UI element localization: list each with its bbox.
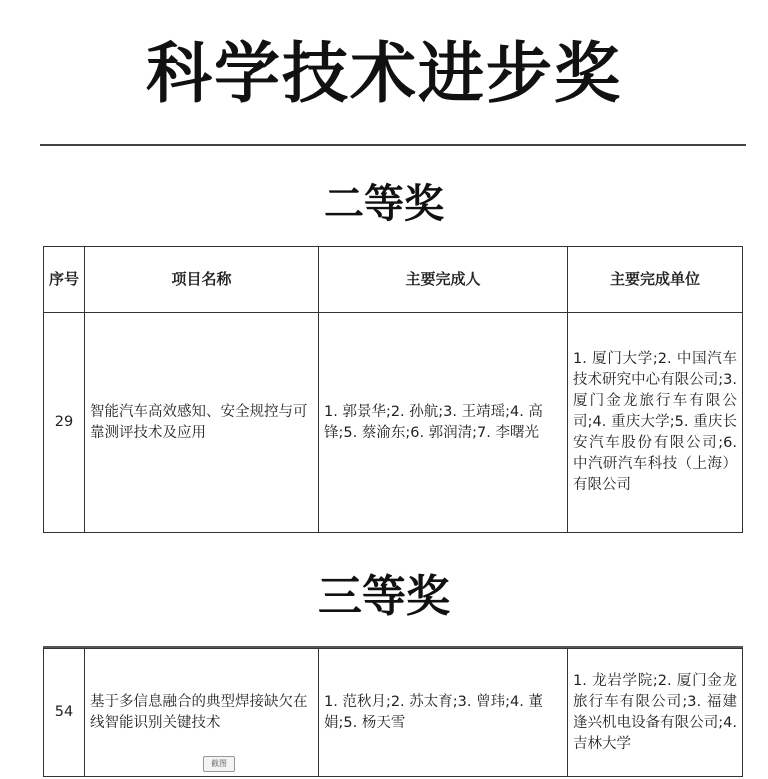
page-title: 科学技术进步奖: [146, 35, 622, 112]
main-units: 1. 龙岩学院;2. 厦门金龙旅行车有限公司;3. 福建逢兴机电设备有限公司;4. 吉林大学: [568, 649, 743, 777]
project-name: 智能汽车高效感知、安全规控与可靠测评技术及应用: [85, 313, 319, 533]
table-row: [44, 649, 743, 777]
main-contributors: 1. 范秋月;2. 苏太育;3. 曾玮;4. 董娟;5. 杨天雪: [319, 649, 568, 777]
project-name-cell: [85, 649, 319, 777]
third-prize-heading: 三等奖: [318, 571, 450, 622]
col-header-name: 项目名称: [85, 247, 319, 313]
third-prize-table: [43, 648, 743, 777]
table-row: [44, 313, 743, 533]
screenshot-button[interactable]: 截图: [203, 756, 235, 772]
project-name: 基于多信息融合的典型焊接缺欠在线智能识别关键技术: [90, 693, 308, 731]
row-number: 54: [44, 649, 85, 777]
main-units: 1. 厦门大学;2. 中国汽车技术研究中心有限公司;3. 厦门金龙旅行车有限公司;4. 重庆大学;5. 重庆长安汽车股份有限公司;6. 中汽研汽车科技（上海）有限公司: [568, 313, 743, 533]
col-header-people: 主要完成人: [319, 247, 568, 313]
col-header-no: 序号: [44, 247, 85, 313]
col-header-units: 主要完成单位: [568, 247, 743, 313]
table-header-row: [44, 247, 743, 313]
second-prize-heading: 二等奖: [324, 181, 444, 227]
title-divider: [40, 144, 746, 146]
main-contributors: 1. 郭景华;2. 孙航;3. 王靖瑶;4. 高锋;5. 蔡渝东;6. 郭润清;7. 李曙光: [319, 313, 568, 533]
second-prize-table: [43, 246, 743, 533]
row-number: 29: [44, 313, 85, 533]
